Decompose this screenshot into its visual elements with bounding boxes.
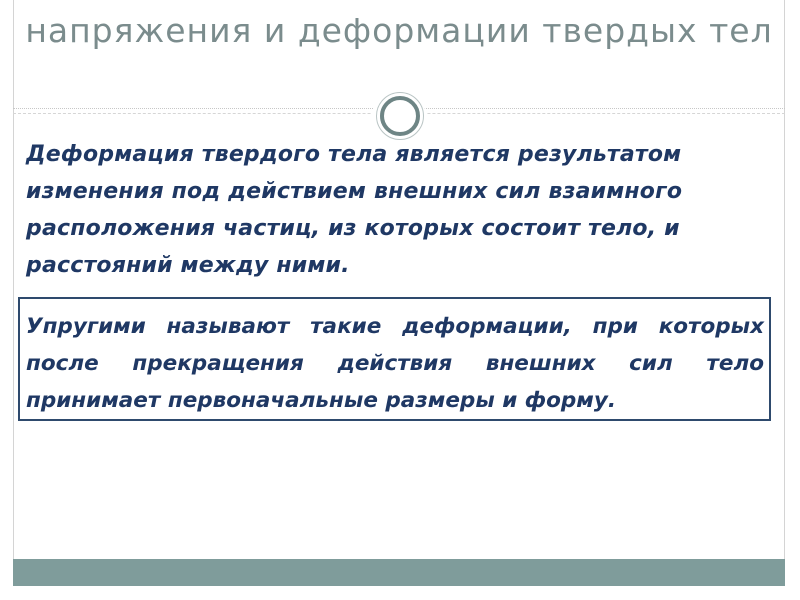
footer-bar [13,559,785,586]
slide-title: напряжения и деформации твердых тел [25,11,773,50]
slide-title-clipped-line [60,0,760,8]
definition-box-text: Упругими называют такие деформации, при которых после прекращения действия внешних сил тело принимает первоначальные размеры и форму. [26,314,764,413]
deformation-paragraph: Деформация твердого тела является результатом изменения под действием внешних сил взаимного расположения частиц, из которых состоит тело, и расстояний между ними. [26,142,683,278]
divider-ornament-ring-icon [380,96,420,136]
